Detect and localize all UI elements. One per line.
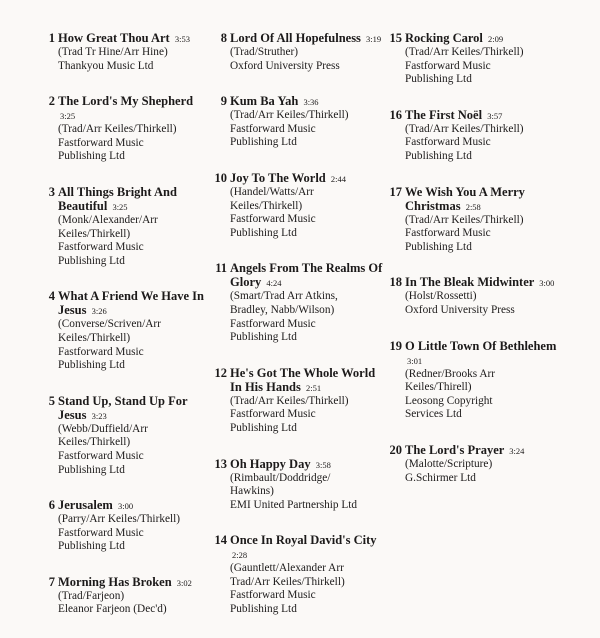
track-credit-line: Publishing Ltd [405,149,472,162]
track-credit-line: G.Schirmer Ltd [405,471,476,484]
track-credit-line: Publishing Ltd [230,226,297,239]
track-credit-line: (Trad Tr Hine/Arr Hine) [58,46,168,58]
track-credit-line: Publishing Ltd [58,463,125,476]
track-credit-line: (Monk/Alexander/Arr [58,213,158,226]
track-title: In The Bleak Midwinter [405,275,535,290]
track-credit-line: EMI United Partnership Ltd [230,498,358,511]
track-entry [212,94,387,150]
track-credit-line: Fastforward Music [58,241,144,254]
track-duration: 3:01 [407,355,423,366]
track-credit-line: Keiles/Thirell) [405,381,472,394]
track-duration: 2:09 [488,34,504,44]
track-heading [58,575,210,590]
track-credit-line: (Parry/Arr Keiles/Thirkell) [58,513,181,526]
track-credit-line: (Trad/Struther) [230,46,298,58]
track-entry [387,31,562,87]
track-number: 5 [48,393,55,408]
track-credit-line: Oxford University Press [230,59,340,72]
track-duration: 3:58 [315,459,331,470]
track-heading [405,185,562,214]
track-number: 7 [48,574,55,589]
track-title: Lord Of All Hopefulness [230,31,361,45]
track-duration: 3:53 [174,34,190,44]
track-credit-line: Fastforward Music [405,227,491,240]
track-number: 4 [48,289,55,304]
track-credit-line: Publishing Ltd [58,540,125,553]
tracklist-column-1 [40,31,210,638]
track-duration: 3:00 [117,501,134,512]
track-heading [58,498,210,513]
track-duration: 2:28 [232,550,248,561]
track-credit-line: Publishing Ltd [230,136,297,149]
track-heading [230,94,387,109]
track-credit-line: Fastforward Music [405,136,491,149]
track-credit-line: Publishing Ltd [58,359,125,372]
track-credit-line: Hawkins) [230,485,274,498]
track-duration: 3:24 [509,445,525,456]
track-title: All Things Bright And Beautiful [58,184,177,213]
track-number: 19 [389,338,402,353]
track-credit-line: Trad/Arr Keiles/Thirkell) [230,575,345,588]
track-number: 2 [48,94,55,109]
track-credit-line: Fastforward Music [230,589,316,602]
track-credit-line: Fastforward Music [58,345,144,358]
track-entry [40,94,210,164]
track-number: 9 [220,94,227,109]
track-duration: 3:25 [60,111,76,122]
track-entry [387,339,562,422]
track-title: We Wish You A Merry Christmas [405,184,525,213]
track-credit-line: Leosong Copyright [405,394,493,407]
track-number: 20 [389,442,402,457]
track-duration: 3:02 [176,577,192,588]
track-credit-line: (Smart/Trad Arr Atkins, [230,290,338,303]
track-entry [40,289,210,372]
track-credit-line: Fastforward Music [230,408,316,421]
track-credit-line: (Trad/Arr Keiles/Thirkell) [230,394,349,407]
track-number: 6 [48,498,55,513]
track-title: The Lord's My Shepherd [58,94,194,109]
track-heading [230,171,387,186]
track-duration: 3:23 [91,410,107,421]
track-heading [58,94,210,123]
track-credit-line: (Redner/Brooks Arr [405,367,496,380]
track-duration: 3:26 [91,306,107,317]
track-entry [40,31,210,73]
track-entry [387,185,562,255]
track-credit-line: Bradley, Nabb/Wilson) [230,303,335,316]
tracklist-column-2 [212,31,387,638]
track-number: 3 [48,184,55,199]
track-heading [58,31,210,46]
track-credit-line: Services Ltd [405,408,462,421]
track-title: Morning Has Broken [58,574,172,589]
track-duration: 3:00 [539,278,555,289]
track-title: Joy To The World [230,170,326,185]
track-title: Oh Happy Day [230,456,311,471]
track-credit-line: (Trad/Arr Keiles/Thirkell) [405,213,524,226]
track-title: He's Got The Whole World In His Hands [230,365,376,394]
track-duration: 3:57 [487,110,503,121]
track-entry [387,108,562,164]
track-number: 13 [214,456,227,471]
track-credit-line: (Gauntlett/Alexander Arr [230,562,344,575]
track-credit-line: Publishing Ltd [405,240,472,253]
track-number: 12 [214,365,227,380]
track-number: 10 [214,170,227,185]
track-heading [58,185,210,214]
track-credit-line: (Malotte/Scripture) [405,457,493,470]
track-credit-line: Keiles/Thirkell) [58,227,131,240]
track-heading [405,443,562,458]
track-entry [212,171,387,240]
tracklist-column-3 [387,31,562,506]
track-credit-line: Fastforward Music [230,213,316,226]
track-entry [40,498,210,554]
track-number: 18 [389,275,402,290]
track-number: 15 [389,31,402,45]
track-credit-line: Oxford University Press [405,303,515,316]
track-heading [230,533,387,562]
track-heading [405,108,562,123]
track-number: 1 [48,31,55,45]
track-credit-line: (Trad/Arr Keiles/Thirkell) [405,46,524,58]
track-entry [40,394,210,477]
track-credit-line: Keiles/Thirkell) [58,436,131,449]
track-credit-line: (Trad/Farjeon) [58,589,125,602]
track-credit-line: Eleanor Farjeon (Dec'd) [58,603,167,616]
track-credit-line: Publishing Ltd [230,331,297,344]
track-credit-line: (Trad/Arr Keiles/Thirkell) [230,109,349,122]
track-title: Jerusalem [58,498,113,513]
track-heading [230,457,387,472]
track-credit-line: Fastforward Music [405,59,491,72]
track-credit-line: Publishing Ltd [58,150,125,163]
track-credit-line: Thankyou Music Ltd [58,59,154,72]
track-heading [405,31,562,46]
track-title: What A Friend We Have In Jesus [58,289,204,318]
track-entry [387,275,562,317]
track-title: Stand Up, Stand Up For Jesus [58,393,188,422]
track-credit-line: Fastforward Music [58,136,144,149]
track-duration: 4:24 [266,278,282,289]
track-credit-line: Publishing Ltd [405,73,472,86]
track-credit-line: Publishing Ltd [58,254,125,267]
track-duration: 3:36 [303,97,319,108]
track-entry [40,575,210,617]
track-heading [58,289,210,318]
track-heading [58,394,210,423]
track-credit-line: (Rimbault/Doddridge/ [230,471,331,484]
track-credit-line: (Handel/Watts/Arr [230,185,314,198]
track-credit-line: Keiles/Thirkell) [230,199,303,212]
track-credit-line: (Trad/Arr Keiles/Thirkell) [58,123,177,136]
track-entry [387,443,562,485]
track-credit-line: (Trad/Arr Keiles/Thirkell) [405,122,524,135]
track-duration: 3:19 [366,34,382,44]
track-credit-line: Keiles/Thirkell) [58,331,131,344]
track-entry [212,366,387,436]
track-title: Angels From The Realms Of Glory [230,261,383,290]
track-title: O Little Town Of Bethlehem [405,338,557,353]
track-entry [212,457,387,513]
track-credit-line: (Holst/Rossetti) [405,290,477,303]
track-credit-line: (Webb/Duffield/Arr [58,422,148,435]
track-entry [212,261,387,344]
track-credit-line: Fastforward Music [58,526,144,539]
track-credit-line: (Converse/Scriven/Arr [58,318,161,331]
track-entry [212,533,387,616]
track-entry [212,31,387,73]
track-duration: 2:51 [306,382,322,393]
track-credit-line: Publishing Ltd [230,421,297,434]
track-heading [230,31,387,46]
track-number: 17 [389,184,402,199]
track-duration: 2:58 [465,201,481,212]
track-number: 14 [214,533,227,548]
track-credit-line: Fastforward Music [58,449,144,462]
track-credit-line: Fastforward Music [230,122,316,135]
track-duration: 3:25 [112,201,128,212]
track-number: 16 [389,107,402,122]
track-title: Rocking Carol [405,31,483,45]
track-heading [405,339,562,368]
track-entry [40,185,210,268]
track-title: Once In Royal David's City [230,533,377,548]
track-title: The Lord's Prayer [405,442,505,457]
track-heading [405,275,562,290]
track-number: 11 [215,261,227,276]
track-heading [230,261,387,290]
track-title: The First Noël [405,107,483,122]
track-credit-line: Fastforward Music [230,317,316,330]
track-number: 8 [220,31,227,45]
track-credit-line: Publishing Ltd [230,603,297,616]
track-title: How Great Thou Art [58,31,170,45]
track-heading [230,366,387,395]
track-title: Kum Ba Yah [230,94,299,109]
track-duration: 2:44 [330,173,347,184]
